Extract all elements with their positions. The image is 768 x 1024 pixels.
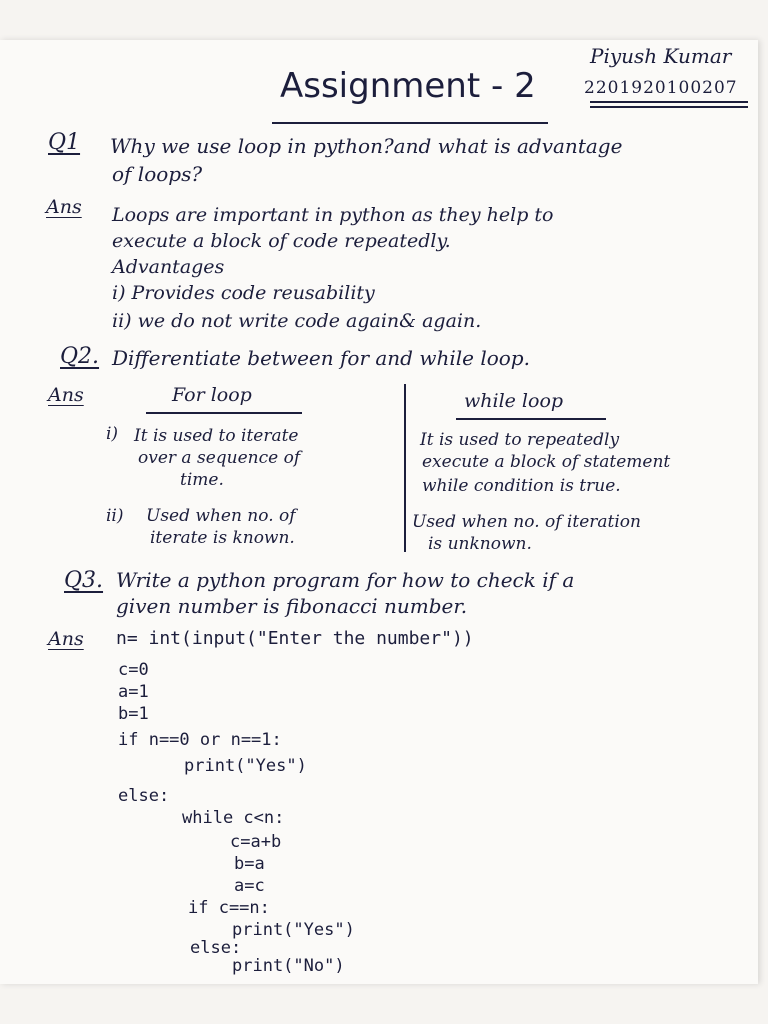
q1-answer-line-1: Loops are important in python as they help to [112, 204, 554, 226]
row2-for-line-2: iterate is known. [150, 528, 295, 548]
code-line-5: if n==0 or n==1: [118, 730, 282, 750]
code-line-2: c=0 [118, 660, 149, 680]
q1-question-line-1: Why we use loop in python?and what is advantage [110, 134, 623, 158]
roll-underline-1 [590, 101, 748, 103]
table-divider [404, 384, 406, 552]
q1-answer-line-2: execute a block of code repeatedly. [112, 230, 451, 252]
q1-ans-label: Ans [46, 196, 82, 218]
row2-num: ii) [106, 506, 124, 526]
code-line-11: a=c [234, 876, 265, 896]
row2-while-line-2: is unknown. [428, 534, 532, 554]
row1-for-line-3: time. [180, 470, 224, 490]
q1-answer-line-5: ii) we do not write code again& again. [112, 310, 482, 332]
roll-underline-2 [590, 106, 748, 108]
row1-for-line-2: over a sequence of [138, 448, 301, 468]
q1-label: Q1 [48, 130, 81, 155]
q1-question-line-2: of loops? [112, 162, 203, 186]
row1-while-line-3: while condition is true. [422, 476, 621, 496]
row1-while-line-1: It is used to repeatedly [420, 430, 620, 450]
page-title: Assignment - 2 [280, 66, 536, 106]
q3-question-line-1: Write a python program for how to check if a [116, 568, 575, 592]
code-line-15: print("No") [232, 956, 345, 976]
code-line-12: if c==n: [188, 898, 270, 918]
table-header-for-loop: For loop [172, 384, 252, 406]
q2-ans-label: Ans [48, 384, 84, 406]
for-header-underline [146, 412, 302, 414]
q3-ans-label: Ans [48, 628, 84, 650]
q3-label: Q3. [64, 568, 104, 593]
student-name: Piyush Kumar [590, 44, 732, 68]
row1-for-line-1: It is used to iterate [134, 426, 299, 446]
title-underline [272, 122, 548, 124]
code-line-4: b=1 [118, 704, 149, 724]
code-line-8: while c<n: [182, 808, 285, 828]
q1-answer-line-4: i) Provides code reusability [112, 282, 375, 304]
code-line-7: else: [118, 786, 170, 806]
q2-label: Q2. [60, 344, 100, 369]
table-header-while-loop: while loop [464, 390, 564, 412]
q1-answer-line-3: Advantages [112, 256, 225, 278]
roll-number: 2201920100207 [584, 78, 738, 98]
code-line-1: n= int(input("Enter the number")) [116, 628, 474, 649]
code-line-3: a=1 [118, 682, 149, 702]
code-line-6: print("Yes") [184, 756, 307, 776]
code-line-14: else: [190, 938, 242, 958]
while-header-underline [456, 418, 606, 420]
code-line-9: c=a+b [230, 832, 282, 852]
row1-num: i) [106, 424, 119, 444]
q3-question-line-2: given number is fibonacci number. [116, 594, 468, 618]
row2-while-line-1: Used when no. of iteration [412, 512, 641, 532]
q2-question: Differentiate between for and while loop. [112, 346, 530, 370]
code-line-10: b=a [234, 854, 265, 874]
row1-while-line-2: execute a block of statement [422, 452, 671, 472]
code-line-13: print("Yes") [232, 920, 355, 940]
row2-for-line-1: Used when no. of [146, 506, 296, 526]
